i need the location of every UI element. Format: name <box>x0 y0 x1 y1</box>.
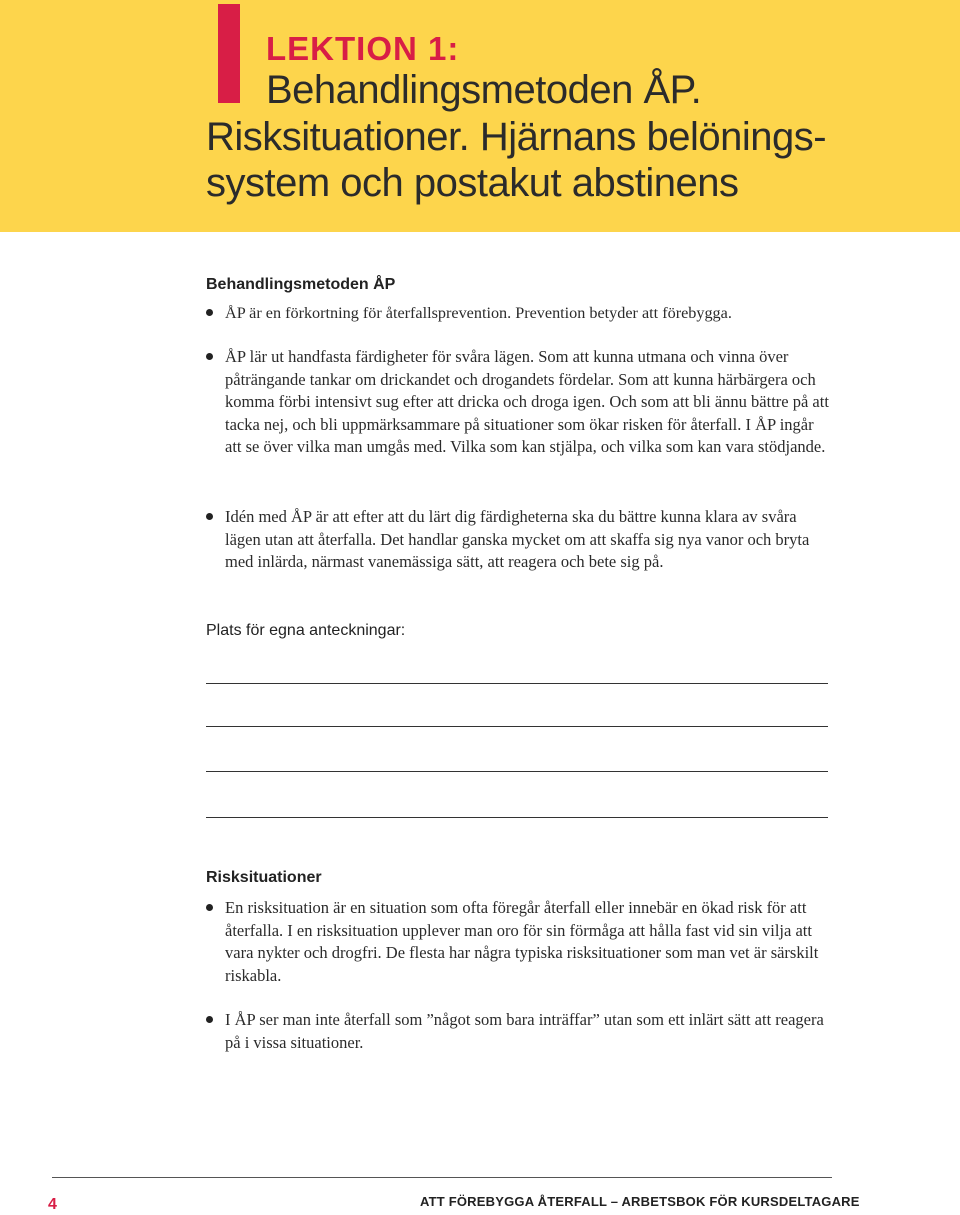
section-heading-risksituationer: Risksituationer <box>206 869 322 886</box>
list-item <box>206 302 846 325</box>
footer-book-title: ATT FÖREBYGGA ÅTERFALL – ARBETSBOK FÖR KURSDELTAGARE <box>420 1194 860 1209</box>
title-line-3: system och postakut abstinens <box>206 161 739 205</box>
list-item-text: I ÅP ser man inte återfall som ”något som bara inträffar” utan som ett inlärt sätt att reagera på i vissa situationer. <box>225 1010 824 1052</box>
list-item <box>206 897 830 987</box>
title-line-1: Behandlingsmetoden ÅP. <box>266 68 702 112</box>
list-item-text: ÅP lär ut handfasta färdigheter för svåra lägen. Som att kunna utmana och vinna över påträngande tankar om drickandet och drogandets fördelar. Som att kunna härbärgera och komma förbi intensivt sug efter att dricka och droga igen. Och som att bli ännu bättre på att tacka nej, och bli uppmärksammare på situationer som ökar risken för återfall. I ÅP ingår att se över vilka man umgås med. Vilka som kan stjälpa, och vilka som kan vara stödjande. <box>225 347 829 456</box>
footer-divider <box>52 1177 832 1178</box>
section-heading-behandlingsmetoden: Behandlingsmetoden ÅP <box>206 276 396 293</box>
notes-line[interactable] <box>206 817 828 818</box>
accent-bar <box>218 4 240 103</box>
notes-line[interactable] <box>206 683 828 684</box>
list-item-text: En risksituation är en situation som ofta föregår återfall eller innebär en ökad risk för att återfalla. I en risksituation upplever man oro för sin förmåga att hålla fast vid sin vilja att vara nykter och drogfri. De flesta har några typiska risksituationer som man vet är särskilt riskabla. <box>225 898 819 985</box>
bullet-icon <box>206 904 213 911</box>
bullet-icon <box>206 1016 213 1023</box>
list-item <box>206 346 830 459</box>
bullet-icon <box>206 309 213 316</box>
page-header <box>0 0 960 232</box>
notes-line[interactable] <box>206 726 828 727</box>
list-item-text: ÅP är en förkortning för återfallsprevention. Prevention betyder att förebygga. <box>225 304 732 322</box>
notes-line[interactable] <box>206 771 828 772</box>
title-line-2: Risksituationer. Hjärnans belönings- <box>206 115 827 159</box>
bullet-icon <box>206 513 213 520</box>
list-item <box>206 1009 830 1054</box>
lesson-label: LEKTION 1: <box>266 30 460 67</box>
notes-label: Plats för egna anteckningar: <box>206 622 406 639</box>
page-number: 4 <box>48 1196 57 1213</box>
list-item-text: Idén med ÅP är att efter att du lärt dig färdigheterna ska du bättre kunna klara av svåra lägen utan att återfalla. Det handlar ganska mycket om att skaffa sig nya vanor och bryta med inlärda, närmast vanemässiga sätt, att reagera och bete sig på. <box>225 507 810 571</box>
list-item <box>206 506 830 574</box>
bullet-icon <box>206 353 213 360</box>
